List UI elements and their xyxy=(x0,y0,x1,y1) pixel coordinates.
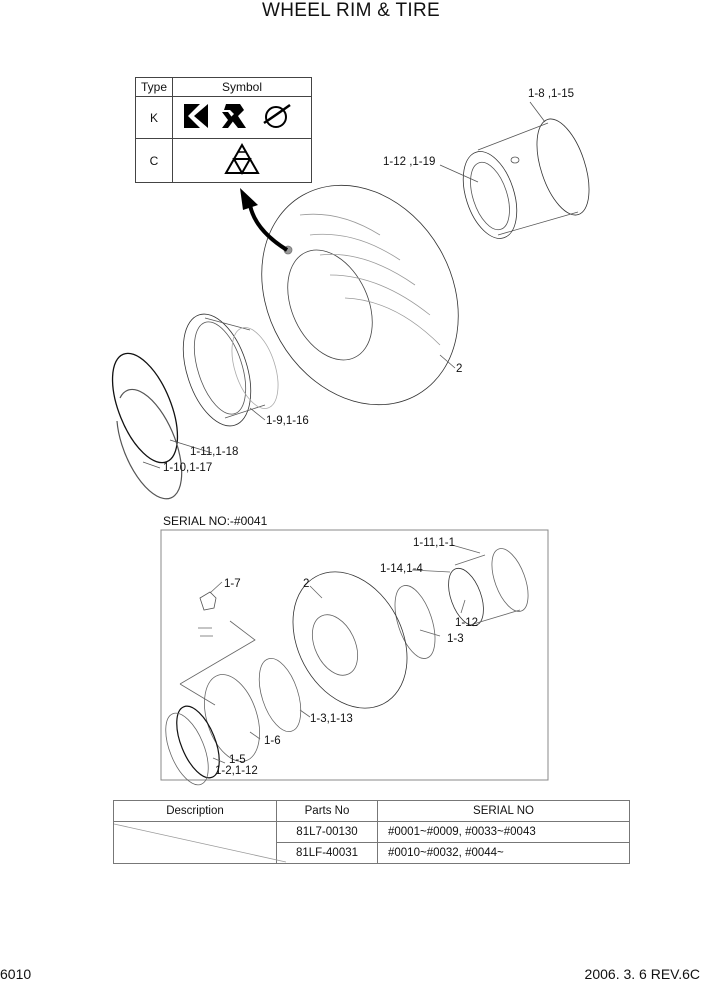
inset-label-lock-ring: 1-2,1-12 xyxy=(215,765,258,777)
label-rim-outer: 1-8 ,1-15 xyxy=(528,88,575,100)
inset-label-o-ring: 1-5 xyxy=(229,754,246,766)
header-parts-no: Parts No xyxy=(277,801,378,822)
inset-label-side-ring-left: 1-3,1-13 xyxy=(310,713,353,725)
header-symbol: Symbol xyxy=(173,78,312,97)
label-rim-bolts: 1-12 ,1-19 xyxy=(383,156,436,168)
inset-label-side-ring-right: 1-3 xyxy=(447,633,464,645)
label-flange: 1-9,1-16 xyxy=(266,415,309,427)
table-row xyxy=(114,822,630,843)
page-title: WHEEL RIM & TIRE xyxy=(262,0,440,21)
arrow-icon xyxy=(240,188,258,210)
label-tire: 2 xyxy=(456,363,463,375)
header-serial-no: SERIAL NO xyxy=(378,801,630,822)
serial-label: SERIAL NO:-#0041 xyxy=(163,514,268,528)
serial-no-cell: #0001~#0009, #0033~#0043 xyxy=(378,822,630,843)
inset-label-clip: 1-7 xyxy=(224,578,241,590)
type-c: C xyxy=(136,139,173,183)
diagonal-line xyxy=(114,822,286,864)
header-description: Description xyxy=(114,801,277,822)
parts-no-cell: 81L7-00130 xyxy=(277,822,378,843)
inset-label-tire: 2 xyxy=(303,578,310,590)
serial-no-cell: #0010~#0032, #0044~ xyxy=(378,843,630,864)
label-o-ring: 1-11,1-18 xyxy=(190,446,239,458)
label-lock-ring: 1-10,1-17 xyxy=(163,462,213,474)
parts-no-cell: 81LF-40031 xyxy=(277,843,378,864)
type-k: K xyxy=(136,97,173,139)
page-number: 6010 xyxy=(0,966,32,982)
description-cell xyxy=(114,822,277,864)
inset-label-rim: 1-11,1-1 xyxy=(413,537,455,549)
inset-label-bolts: 1-12 xyxy=(455,617,479,629)
revision-date: 2006. 3. 6 REV.6C xyxy=(584,966,700,982)
parts-table xyxy=(113,800,630,864)
inset-label-flange: 1-6 xyxy=(264,735,281,747)
inset-label-valve: 1-14,1-4 xyxy=(380,563,423,575)
header-type: Type xyxy=(136,78,173,97)
